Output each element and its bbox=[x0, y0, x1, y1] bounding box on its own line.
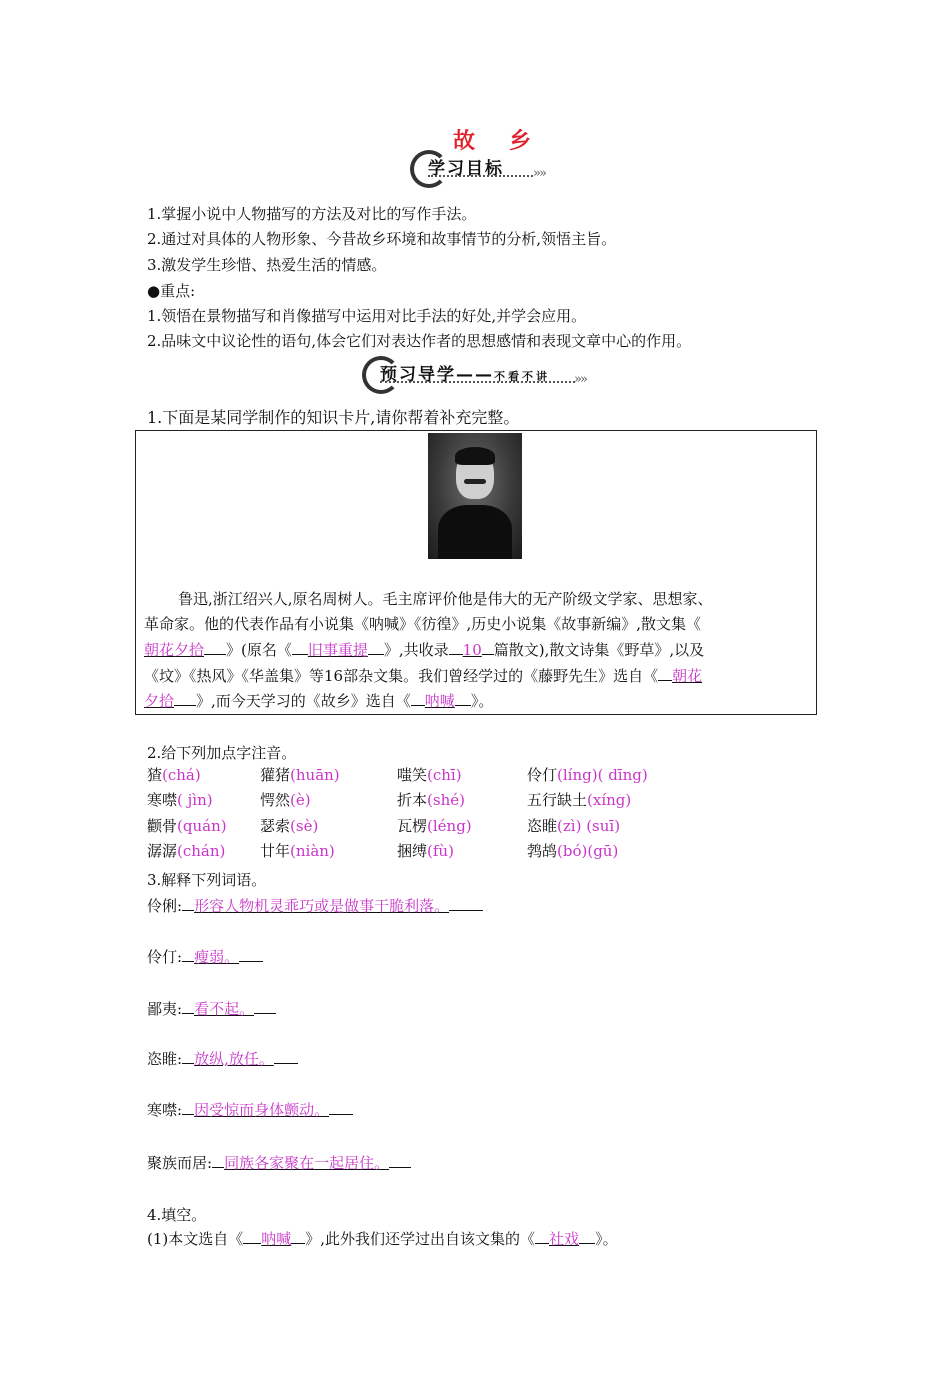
pinyin-answer: (zì) (suī) bbox=[557, 817, 621, 835]
answer-blank: 旧事重提 bbox=[307, 641, 368, 659]
pinyin-word: 捆缚 bbox=[397, 842, 428, 860]
definition-term: 伶俐: bbox=[147, 897, 183, 915]
pinyin-answer: (chī) bbox=[427, 766, 462, 784]
chevron-right-icon: »» bbox=[533, 166, 545, 181]
pinyin-item bbox=[527, 764, 648, 786]
banner-main: 预习导学—— bbox=[380, 365, 494, 385]
pinyin-answer: (fù) bbox=[427, 842, 454, 860]
pinyin-item bbox=[147, 764, 201, 786]
pinyin-word: 瑟索 bbox=[260, 817, 291, 835]
pinyin-word: 折本 bbox=[397, 791, 428, 809]
answer-blank: 呐喊 bbox=[261, 1230, 292, 1248]
pinyin-item bbox=[260, 789, 311, 811]
pinyin-answer: (quán) bbox=[177, 817, 227, 835]
question-4-item-1: (1)本文选自《 呐喊 》,此外我们还学过出自该文集的《 社戏 》。 bbox=[147, 1230, 618, 1248]
key-points-label: ●重点: bbox=[147, 282, 196, 300]
pinyin-item bbox=[527, 815, 620, 837]
definition-answer: 看不起。 bbox=[194, 1000, 255, 1018]
definition-answer: 因受惊而身体颤动。 bbox=[194, 1101, 330, 1119]
pinyin-item bbox=[397, 789, 465, 811]
pinyin-answer: (è) bbox=[290, 791, 311, 809]
pinyin-word: 恣睢 bbox=[527, 817, 558, 835]
definition-term: 聚族而居: bbox=[147, 1154, 213, 1172]
card-line-5: 夕拾 》,而今天学习的《故乡》选自《 呐喊 》。 bbox=[144, 692, 494, 710]
answer-blank: 10 bbox=[462, 641, 482, 659]
section-banner-preview bbox=[362, 356, 592, 392]
pinyin-item bbox=[147, 815, 227, 837]
pinyin-answer: (chán) bbox=[177, 842, 226, 860]
definition-item bbox=[147, 1152, 411, 1174]
pinyin-answer: (líng)( dīng) bbox=[557, 766, 648, 784]
portrait-photo bbox=[428, 433, 522, 559]
pinyin-word: 伶仃 bbox=[527, 766, 558, 784]
pinyin-word: 瓦楞 bbox=[397, 817, 428, 835]
pinyin-answer: (huān) bbox=[290, 766, 340, 784]
key-point-2: 2.品味文中议论性的语句,体会它们对表达作者的思想感情和表现文章中心的作用。 bbox=[147, 332, 692, 350]
pinyin-word: 愕然 bbox=[260, 791, 291, 809]
pinyin-word: 颧骨 bbox=[147, 817, 178, 835]
definition-answer: 同族各家聚在一起居住。 bbox=[224, 1154, 390, 1172]
definition-answer: 瘦弱。 bbox=[194, 948, 240, 966]
answer-blank: 朝花夕拾 bbox=[144, 641, 205, 659]
objective-3: 3.激发学生珍惜、热爱生活的情感。 bbox=[147, 256, 387, 274]
definition-item bbox=[147, 895, 483, 917]
question-2: 2.给下列加点字注音。 bbox=[147, 744, 297, 762]
definition-answer: 放纵,放任。 bbox=[194, 1050, 274, 1068]
knowledge-card bbox=[135, 430, 817, 715]
pinyin-answer: (bó)(gū) bbox=[557, 842, 619, 860]
answer-blank: 呐喊 bbox=[424, 692, 455, 710]
card-line-1: 鲁迅,浙江绍兴人,原名周树人。毛主席评价他是伟大的无产阶级文学家、思想家、 bbox=[178, 590, 713, 608]
pinyin-item bbox=[147, 789, 213, 811]
pinyin-item bbox=[527, 789, 631, 811]
chevron-right-icon: »» bbox=[574, 372, 586, 387]
card-line-2: 革命家。他的代表作品有小说集《呐喊》《彷徨》,历史小说集《故事新编》,散文集《 bbox=[144, 615, 702, 633]
section-banner-objectives bbox=[410, 150, 550, 186]
definition-term: 恣睢: bbox=[147, 1050, 183, 1068]
definition-item bbox=[147, 946, 263, 968]
pinyin-item bbox=[397, 815, 472, 837]
question-4: 4.填空。 bbox=[147, 1206, 207, 1224]
pinyin-item bbox=[260, 815, 318, 837]
definition-term: 伶仃: bbox=[147, 948, 183, 966]
pinyin-item bbox=[147, 840, 225, 862]
pinyin-word: 五行缺土 bbox=[527, 791, 588, 809]
pinyin-word: 廿年 bbox=[260, 842, 291, 860]
card-line-4: 《坟》《热风》《华盖集》等16部杂文集。我们曾经学过的《藤野先生》选自《 朝花 bbox=[144, 667, 703, 685]
pinyin-answer: (xíng) bbox=[587, 791, 632, 809]
pinyin-word: 寒噤 bbox=[147, 791, 178, 809]
answer-blank: 夕拾 bbox=[144, 692, 175, 710]
answer-blank: 朝花 bbox=[672, 667, 703, 685]
definition-answer: 形容人物机灵乖巧或是做事干脆利落。 bbox=[194, 897, 450, 915]
definition-item bbox=[147, 1048, 298, 1070]
banner-label: 学习目标 bbox=[428, 159, 504, 179]
pinyin-word: 猹 bbox=[147, 766, 163, 784]
definition-term: 寒噤: bbox=[147, 1101, 183, 1119]
page-title: 故乡 bbox=[452, 128, 565, 154]
pinyin-answer: ( jìn) bbox=[177, 791, 213, 809]
pinyin-item bbox=[260, 840, 335, 862]
pinyin-word: 潺潺 bbox=[147, 842, 178, 860]
pinyin-word: 嗤笑 bbox=[397, 766, 428, 784]
pinyin-answer: (shé) bbox=[427, 791, 465, 809]
question-3: 3.解释下列词语。 bbox=[147, 871, 267, 889]
banner-sub: 不看不讲 bbox=[494, 370, 550, 383]
question-1: 1.下面是某同学制作的知识卡片,请你帮着补充完整。 bbox=[147, 408, 520, 427]
definition-term: 鄙夷: bbox=[147, 1000, 183, 1018]
definition-item bbox=[147, 1099, 353, 1121]
pinyin-item bbox=[527, 840, 618, 862]
pinyin-answer: (sè) bbox=[290, 817, 319, 835]
pinyin-item bbox=[397, 764, 462, 786]
pinyin-word: 鹁鸪 bbox=[527, 842, 558, 860]
answer-blank: 社戏 bbox=[549, 1230, 580, 1248]
pinyin-answer: (léng) bbox=[427, 817, 472, 835]
pinyin-word: 獾猪 bbox=[260, 766, 291, 784]
pinyin-item bbox=[397, 840, 454, 862]
definition-item bbox=[147, 998, 276, 1020]
objective-2: 2.通过对具体的人物形象、今昔故乡环境和故事情节的分析,领悟主旨。 bbox=[147, 230, 617, 248]
pinyin-answer: (niàn) bbox=[290, 842, 335, 860]
pinyin-item bbox=[260, 764, 340, 786]
pinyin-answer: (chá) bbox=[162, 766, 201, 784]
objective-1: 1.掌握小说中人物描写的方法及对比的写作手法。 bbox=[147, 205, 477, 223]
key-point-1: 1.领悟在景物描写和肖像描写中运用对比手法的好处,并学会应用。 bbox=[147, 307, 587, 325]
card-line-3: 朝花夕拾 》(原名《 旧事重提 》,共收录 10 篇散文),散文诗集《野草》,以及 bbox=[144, 641, 705, 659]
